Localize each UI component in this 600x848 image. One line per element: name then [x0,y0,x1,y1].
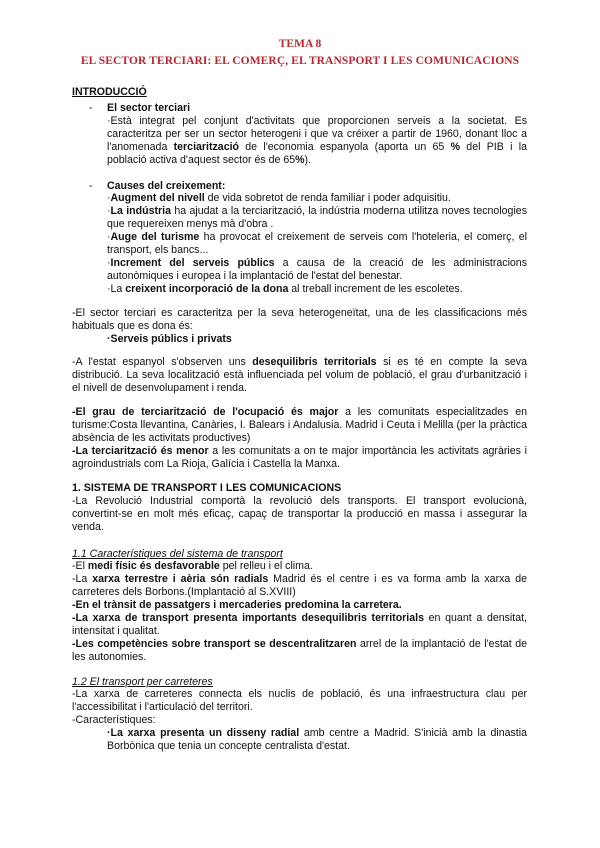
section11-line [72,560,527,573]
text: -El [72,560,88,572]
text: Madrid és el centre i es va forma amb la xarxa de carreteres dels Borbons.(Implantació al S.XVIII) [72,573,527,598]
bullet-marker: - [89,180,93,192]
text: de l'economia espanyola (aporta un 65 [239,141,451,153]
section11-heading: 1.1 Característiques del sistema de transport [72,548,283,560]
text: amb centre a Madrid. S'inicià amb la dinastia Borbònica que tenia un concepte centralista d'estat. [107,727,527,752]
text-bold: xarxa terrestre i aèria són radials [92,573,269,585]
section12-bullet [107,727,527,753]
desequilibris-paragraph [72,356,527,395]
text-bold: ·La xarxa presenta un disseny radial [107,727,300,739]
cause-item: ·La indústria ha ajudat a la terciarització, la indústria moderna utilitza noves tecnologies que requereixen menys mà d'obra . [107,205,527,230]
text-bold: -El grau de terciarització de l'ocupació és major [72,406,339,418]
text: a causa de la creació de les administracions autonòmiques i europea i la implantació de l'estat del benestar. [107,257,527,282]
text: -La [72,573,93,585]
section1-heading: 1. SISTEMA DE TRANSPORT I LES COMUNICACIONS [72,482,342,494]
text-bold: % [450,141,461,153]
text: La [110,283,126,295]
text: -A l'estat espanyol s'observen uns [72,356,253,368]
section11-line [72,573,527,599]
text-bold: % [295,154,305,166]
cause-item: ·Increment del serveis públics a causa de la creació de les administracions autonòmiques i europea i la implantació de l'estat del benestar. [107,257,527,282]
bullet-marker: - [89,102,93,114]
text-bold: -La xarxa de transport presenta importants desequilibris territorials [72,612,424,624]
tema-title: TEMA 8 [278,38,322,50]
text-bold: Auge del turisme [110,231,200,243]
section11-line [72,612,527,638]
text-bold: -La terciarització és menor [72,445,209,457]
section1-paragraph: -La Revolució Industrial comportà la revolució dels transports. El transport evolucionà, convertint-se en molt més eficaç, capaç de transportar la producció en massa i assegurar la venda. [72,495,527,533]
section12-characteristics: -Característiques: [72,714,156,726]
text-bold: La indústria [110,205,171,217]
text-bold: medi físic és desfavorable [87,560,220,572]
text-bold: creixent incorporació de la dona [125,283,289,295]
text-bold: Augment del nivell [110,192,205,204]
heterogeneitat-paragraph: -El sector terciari es caracteritza per la seva heterogeneïtat, una de les classificacions més habituals que es dona és: [72,307,527,332]
text: ·Està integrat pel conjunt d'activitats que proporcionen serveis a la societat. Es caracteritza per ser un sector heterogeni i que va créixer a partir de 1960, donant lloc a l'anomenada [107,115,527,153]
text: a les comunitats especialitzades en turisme:Costa llevantina, Canàries, I. Balears i Andalusia. Madrid i Ceuta i Melilla (per la pràctica absència de les activitats productives) [72,406,528,444]
cause-item: ·Augment del nivell de vida sobretot de renda familiar i poder adquisitiu. [107,192,451,204]
grau-paragraph [72,406,527,445]
text-bold: -Les competències sobre transport se descentralitzaren [72,638,357,650]
section11-line: -En el trànsit de passatgers i mercaderies predomina la carretera. [72,599,402,611]
text: si es té en compte la seva distribució. La seva localització està influenciada pel volum de població, el grau d'urbanització i el nivell de desenvolupament i renda. [72,356,527,394]
text: pel relleu i el clima. [219,560,313,572]
section12-heading: 1.2 El transport per carreteres [72,676,213,688]
causes-title: Causes del creixement: [107,180,226,192]
section11-line [72,638,527,664]
serveis-item: ·Serveis públics i privats [107,333,232,345]
text-bold: desequilibris territorials [252,356,377,368]
intro-heading: INTRODUCCIÓ [72,86,147,98]
text: del PIB i la població activa d'aquest sector és de 65 [107,141,528,166]
text: ). [304,154,312,166]
menor-paragraph [72,445,527,471]
text-bold: terciarització [173,141,239,153]
text: en quant a densitat, intensitat i qualitat. [72,612,527,637]
text: de vida sobretot de renda familiar i poder adquisitiu. [204,192,451,204]
sector-title: El sector terciari [107,102,191,114]
sector-paragraph [107,115,527,167]
text: ha provocat el creixement de serveis com l'hoteleria, el comerç, el transport, els bancs... [107,231,527,256]
text: arrel de la implantació de l'estat de les autonomies. [72,638,527,663]
document-subtitle: EL SECTOR TERCIARI: EL COMERÇ, EL TRANSPORT I LES COMUNICACIONS [80,55,520,67]
text: al treball increment de les escoletes. [288,283,463,295]
section12-paragraph: -La xarxa de carreteres connecta els nuclis de població, és una infraestructura clau per l'accessibilitat i l'articulació del territori. [72,688,527,713]
text-bold: Increment del serveis públics [110,257,275,269]
cause-item: ·Auge del turisme ha provocat el creixement de serveis com l'hoteleria, el comerç, el transport, els bancs... [107,231,527,256]
cause-item: ·La creixent incorporació de la dona al treball increment de les escoletes. [107,283,463,295]
text: a les comunitats a on te major importància les activitats agràries i agroindustrials com La Rioja, Galícia i Castella la Manxa. [72,445,527,470]
text: ha ajudat a la terciarització, la indústria moderna utilitza noves tecnologies que requereixen menys mà d'obra . [107,205,527,230]
